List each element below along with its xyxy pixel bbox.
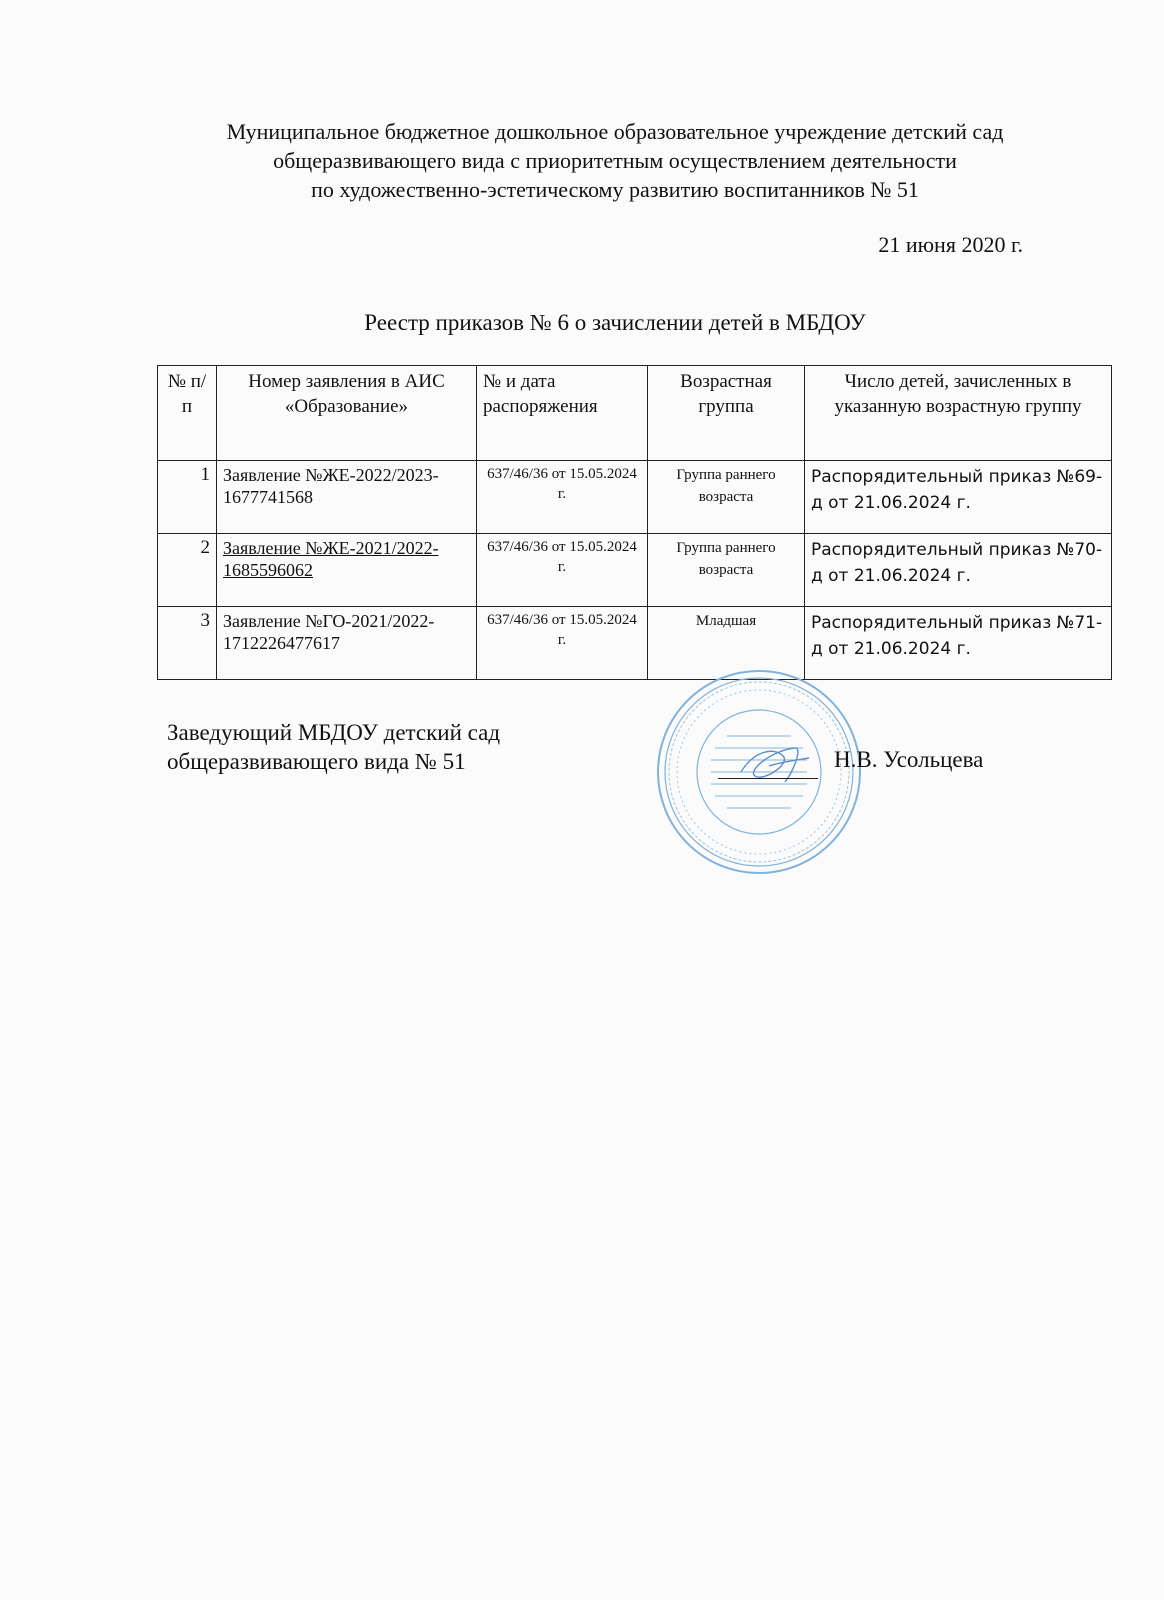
row-decree: 637/46/36 от 15.05.2024 г. [477,534,648,607]
header-decree: № и дата распоряжения [477,366,648,461]
row-order: Распорядительный приказ №70-д от 21.06.2024 г. [805,534,1112,607]
header-line-3: по художественно-эстетическому развитию воспитанников № 51 [311,177,919,202]
row-group: Младшая [648,607,805,680]
document-date: 21 июня 2020 г. [878,232,1023,257]
row-decree: 637/46/36 от 15.05.2024 г. [477,461,648,534]
row-decree: 637/46/36 от 15.05.2024 г. [477,607,648,680]
row-num: 2 [158,534,217,607]
institution-header [150,117,1080,204]
row-num: 3 [158,607,217,680]
row-num: 1 [158,461,217,534]
row-group: Группа раннего возраста [648,534,805,607]
signer-name: Н.В. Усольцева [834,747,984,772]
row-order: Распорядительный приказ №69-д от 21.06.2024 г. [805,461,1112,534]
handwritten-signature [733,742,813,788]
header-line-1: Муниципальное бюджетное дошкольное образовательное учреждение детский сад [226,119,1004,144]
row-group: Группа раннего возраста [648,461,805,534]
header-count: Число детей, зачисленных в указанную возрастную группу [805,366,1112,461]
table-row [158,461,1112,534]
document-title: Реестр приказов № 6 о зачислении детей в МБДОУ [364,310,866,335]
signature-line [718,778,818,779]
header-line-2: общеразвивающего вида с приоритетным осуществлением деятельности [273,148,957,173]
signer-title [167,718,500,776]
row-application: Заявление №ЖЕ-2022/2023-1677741568 [217,461,477,534]
registry-table [157,365,1112,680]
header-group: Возрастная группа [648,366,805,461]
table-row [158,534,1112,607]
signer-line-1: Заведующий МБДОУ детский сад [167,720,501,745]
row-application: Заявление №ГО-2021/2022-1712226477617 [217,607,477,680]
signer-line-2: общеразвивающего вида № 51 [167,749,466,774]
table-row [158,607,1112,680]
row-order: Распорядительный приказ №71-д от 21.06.2024 г. [805,607,1112,680]
row-application-link[interactable]: Заявление №ЖЕ-2021/2022-1685596062 [217,534,477,607]
table-header-row [158,366,1112,461]
header-num: № п/п [158,366,217,461]
header-application: Номер заявления в АИС «Образование» [217,366,477,461]
